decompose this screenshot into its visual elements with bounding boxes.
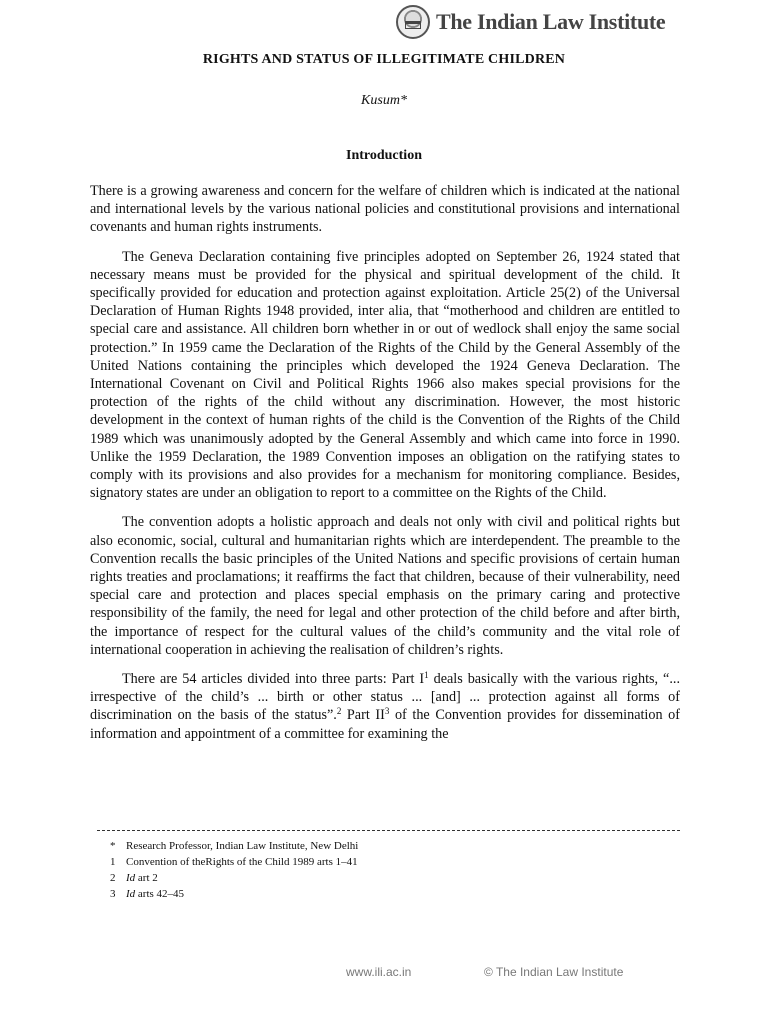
paragraph-4-text: Part II [341, 707, 385, 724]
footnote-divider [97, 830, 680, 831]
footnote [110, 838, 670, 854]
paragraph-4-text: deals basically with the various rights, “... irrespective of the child’s ... birth or other status ... [and] ... protection against all forms of discrimination on the basis of the status”. [90, 671, 680, 724]
footnote-ref-2: 2 [336, 706, 342, 717]
footer-copyright: © The Indian Law Institute [484, 965, 624, 979]
institute-logo [396, 2, 665, 42]
footnote-id: Id [126, 872, 136, 884]
article-body [90, 182, 680, 754]
footnote-text: Convention of theRights of the Child 1989 arts 1–41 [126, 856, 358, 868]
footnote-text [126, 870, 158, 886]
footnote-id: Id [126, 888, 136, 900]
footnote-mark: * [110, 840, 116, 852]
footnote-mark: 2 [110, 872, 116, 884]
footnote-mark: 3 [110, 888, 116, 900]
footnote-ref-1: 1 [424, 670, 429, 681]
footnotes [110, 838, 670, 902]
footnote [110, 870, 670, 886]
paragraph-3: The convention adopts a holistic approach and deals not only with civil and political rights but also economic, social, cultural and humanitarian rights which are interdependent. The preamble to the Convention recalls the basic principles of the United Nations and specific provisions of certain human rights treaties and proclamations; it reaffirms the fact that children, because of their vulnerability, need special care and protection and places special emphasis on the primary caring and protective responsibility of the family, the need for legal and other protection of the child before and after birth, the importance of respect for the cultural values of the child’s community and the vital role of international cooperation in achieving the realisation of children’s rights. [90, 514, 680, 658]
section-heading: Introduction [346, 148, 422, 163]
paragraph-4-text: There are 54 articles divided into three parts: Part I [122, 671, 425, 688]
logo-text: The Indian Law Institute [436, 9, 666, 34]
footnote-mark: 1 [110, 856, 116, 868]
footnote-ref-text: art 2 [135, 872, 158, 884]
paragraph-4 [90, 670, 680, 743]
paragraph-4-text: of the Convention provides for dissemination of information and appointment of a committee for examining the [90, 707, 680, 742]
paragraph-1: There is a growing awareness and concern for the welfare of children which is indicated at the national and international levels by the various national policies and constitutional provisions and international covenants and human rights instruments. [90, 183, 680, 236]
footnote-ref-text: arts 42–45 [135, 888, 185, 900]
article-title: RIGHTS AND STATUS OF ILLEGITIMATE CHILDREN [202, 52, 566, 67]
paragraph-2: The Geneva Declaration containing five principles adopted on September 26, 1924 stated that necessary means must be provided for the physical and spiritual development of the child. It specifically provided for education and protection against exploitation. Article 25(2) of the Universal Declaration of Human Rights 1948 provided, inter alia, that “motherhood and children are entitled to special care and assistance. All children born whether in or out of wedlock shall enjoy the same social protection.” In 1959 came the Declaration of the Rights of the Child by the General Assembly of the United Nations containing the principles which developed the 1924 Geneva Declaration. The International Covenant on Civil and Political Rights 1966 also makes special provisions for the protection of the rights of the child without any discrimination. However, the most historic development in the context of human rights of the child is the Convention of the Rights of the Child 1989 which was unanimously adopted by the General Assembly and which came into force in 1990. Unlike the 1959 Declaration, the 1989 Convention imposes an obligation on the ratifying states to comply with its provisions and also provides for a mechanism for monitoring compliance. Besides, signatory states are under an obligation to report to a committee on the Rights of the Child. [90, 248, 680, 502]
institute-emblem-icon [396, 5, 430, 39]
article-author: Kusum* [361, 93, 407, 108]
footnote-text [126, 886, 184, 902]
footer-url[interactable]: www.ili.ac.in [346, 965, 412, 979]
footnote-ref-3: 3 [384, 706, 390, 717]
footnote [110, 854, 670, 870]
footnote-text: Research Professor, Indian Law Institute, New Delhi [126, 840, 359, 852]
footnote [110, 886, 670, 902]
